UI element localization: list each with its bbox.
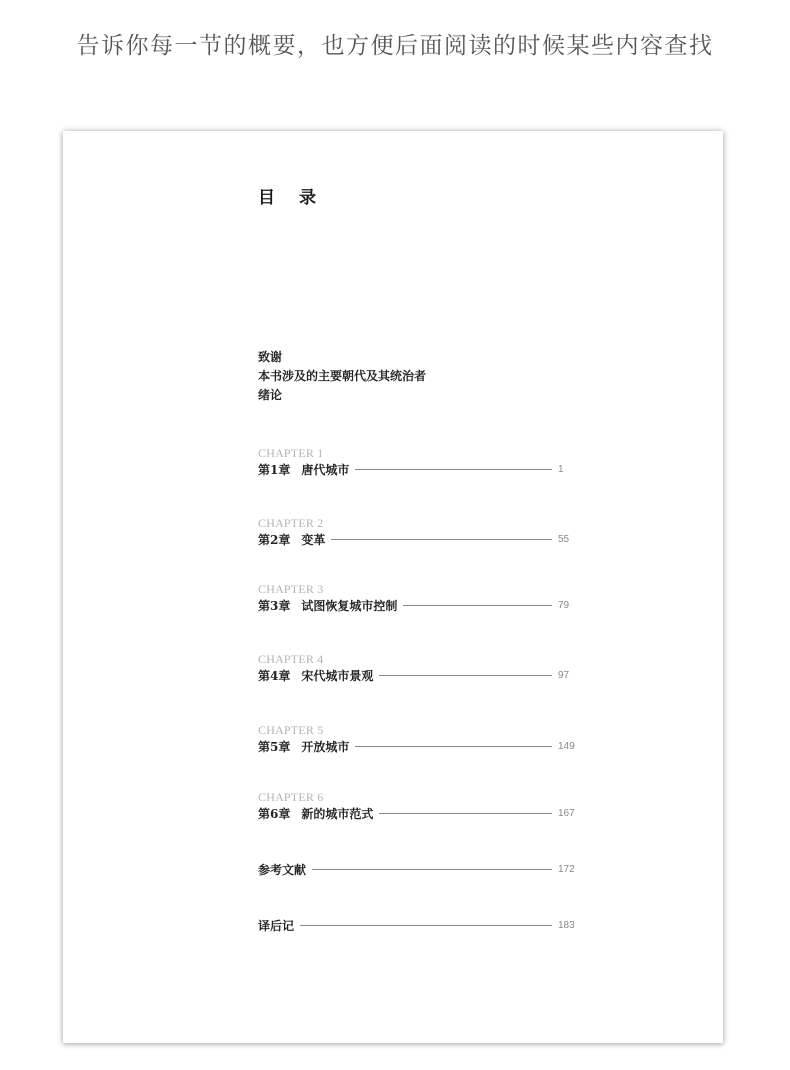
leader-line bbox=[379, 813, 552, 814]
leader-line bbox=[355, 746, 552, 747]
chapter-title: 新的城市范式 bbox=[301, 806, 374, 821]
leader-line bbox=[403, 605, 552, 606]
page-number: 149 bbox=[558, 740, 575, 752]
page-number: 183 bbox=[558, 919, 575, 931]
leader-line bbox=[355, 469, 552, 470]
toc-heading-char-1: 目 bbox=[258, 188, 277, 208]
chapter-label: CHAPTER 5 bbox=[258, 723, 324, 737]
front-matter-dynasties: 本书涉及的主要朝代及其统治者 bbox=[258, 369, 427, 383]
toc-entry bbox=[258, 596, 578, 614]
chapter-title: 唐代城市 bbox=[301, 462, 350, 477]
toc-entry bbox=[258, 916, 578, 934]
chapter-number: 第4章 bbox=[258, 668, 291, 683]
toc-chapter-6 bbox=[258, 790, 578, 822]
chapter-label: CHAPTER 4 bbox=[258, 652, 324, 666]
chapter-number: 第3章 bbox=[258, 598, 291, 613]
chapter-label: CHAPTER 3 bbox=[258, 582, 324, 596]
chapter-number: 第1章 bbox=[258, 462, 291, 477]
toc-heading bbox=[258, 183, 318, 208]
chapter-label: CHAPTER 6 bbox=[258, 790, 324, 804]
toc-entry bbox=[258, 804, 578, 822]
front-matter-list bbox=[258, 348, 426, 405]
toc-entry bbox=[258, 737, 578, 755]
page-number: 172 bbox=[558, 863, 575, 875]
page-number: 55 bbox=[558, 533, 570, 545]
toc-chapter-1 bbox=[258, 446, 578, 478]
toc-entry bbox=[258, 530, 578, 548]
chapter-title: 变革 bbox=[301, 532, 326, 547]
leader-line bbox=[300, 925, 552, 926]
section-title: 译后记 bbox=[258, 918, 295, 933]
chapter-title: 试图恢复城市控制 bbox=[301, 598, 398, 613]
page-number: 79 bbox=[558, 599, 570, 611]
page-number: 167 bbox=[558, 807, 575, 819]
chapter-number: 第6章 bbox=[258, 806, 291, 821]
chapter-title: 开放城市 bbox=[301, 739, 350, 754]
chapter-label: CHAPTER 2 bbox=[258, 516, 324, 530]
toc-entry bbox=[258, 666, 578, 684]
chapter-label: CHAPTER 1 bbox=[258, 446, 324, 460]
toc-entry bbox=[258, 860, 578, 878]
page-caption: 告诉你每一节的概要，也方便后面阅读的时候某些内容查找 bbox=[76, 33, 714, 59]
leader-line bbox=[331, 539, 552, 540]
toc-chapter-2 bbox=[258, 516, 578, 548]
toc-chapter-3 bbox=[258, 582, 578, 614]
toc-references bbox=[258, 860, 578, 878]
page-number: 1 bbox=[558, 463, 564, 475]
chapter-number: 第5章 bbox=[258, 739, 291, 754]
toc-entry bbox=[258, 460, 578, 478]
toc-afterword bbox=[258, 916, 578, 934]
book-page bbox=[63, 131, 723, 1043]
page-number: 97 bbox=[558, 669, 570, 681]
toc-chapter-5 bbox=[258, 723, 578, 755]
leader-line bbox=[379, 675, 552, 676]
chapter-number: 第2章 bbox=[258, 532, 291, 547]
section-title: 参考文献 bbox=[258, 862, 307, 877]
chapter-title: 宋代城市景观 bbox=[301, 668, 374, 683]
toc-heading-char-2: 录 bbox=[299, 188, 318, 208]
toc-chapter-4 bbox=[258, 652, 578, 684]
front-matter-introduction: 绪论 bbox=[258, 388, 283, 402]
front-matter-acknowledgements: 致谢 bbox=[258, 350, 283, 364]
leader-line bbox=[312, 869, 552, 870]
